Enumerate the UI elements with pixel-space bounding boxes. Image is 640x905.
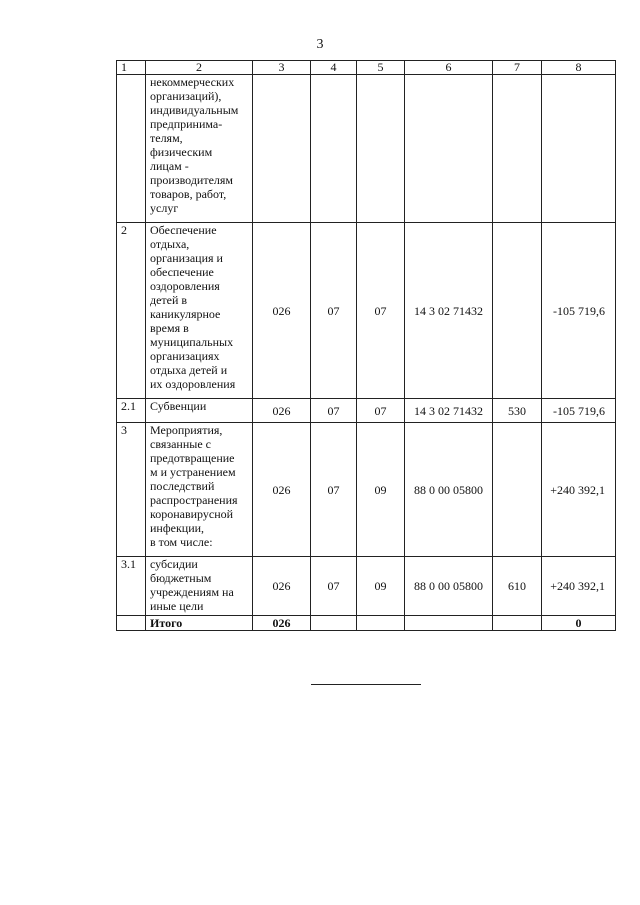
code-cell: 026 (253, 223, 311, 399)
section-cell: 07 (311, 223, 357, 399)
total-row (117, 616, 616, 631)
target-article-cell: 14 3 02 71432 (405, 399, 493, 423)
header-cell: 7 (493, 61, 542, 75)
section-cell (311, 616, 357, 631)
total-code-cell: 026 (253, 616, 311, 631)
section-cell: 07 (311, 399, 357, 423)
code-cell: 026 (253, 399, 311, 423)
total-amount-cell: 0 (542, 616, 616, 631)
expense-type-cell: 610 (493, 557, 542, 616)
row-number-cell: 3 (117, 423, 146, 557)
table-row (117, 399, 616, 423)
row-number-cell: 3.1 (117, 557, 146, 616)
table-header-row (117, 61, 616, 75)
table-row (117, 223, 616, 399)
page-number: 3 (316, 37, 324, 52)
header-cell: 8 (542, 61, 616, 75)
budget-table (116, 60, 616, 631)
code-cell (253, 75, 311, 223)
code-cell: 026 (253, 423, 311, 557)
target-article-cell: 88 0 00 05800 (405, 557, 493, 616)
expense-type-cell (493, 223, 542, 399)
target-article-cell (405, 616, 493, 631)
header-cell: 1 (117, 61, 146, 75)
row-name-cell: Обеспечение отдыха, организация и обеспечение оздоровления детей в каникулярное время в муниципальных организациях отдыха детей и их оздоровления (146, 223, 253, 399)
code-cell: 026 (253, 557, 311, 616)
subsection-cell: 07 (357, 399, 405, 423)
target-article-cell: 14 3 02 71432 (405, 223, 493, 399)
amount-cell: +240 392,1 (542, 423, 616, 557)
amount-cell: +240 392,1 (542, 557, 616, 616)
row-number-cell: 2 (117, 223, 146, 399)
section-cell: 07 (311, 557, 357, 616)
table-row (117, 75, 616, 223)
row-number-cell: 2.1 (117, 399, 146, 423)
row-number-cell (117, 616, 146, 631)
amount-cell: -105 719,6 (542, 223, 616, 399)
amount-cell (542, 75, 616, 223)
subsection-cell (357, 75, 405, 223)
table-row (117, 557, 616, 616)
row-name-cell: Субвенции (146, 399, 253, 423)
amount-cell: -105 719,6 (542, 399, 616, 423)
expense-type-cell (493, 616, 542, 631)
expense-type-cell (493, 75, 542, 223)
target-article-cell (405, 75, 493, 223)
subsection-cell: 09 (357, 423, 405, 557)
row-number-cell (117, 75, 146, 223)
expense-type-cell: 530 (493, 399, 542, 423)
section-cell (311, 75, 357, 223)
expense-type-cell (493, 423, 542, 557)
total-label: Итого (146, 616, 253, 631)
target-article-cell: 88 0 00 05800 (405, 423, 493, 557)
closing-line (311, 684, 421, 685)
subsection-cell (357, 616, 405, 631)
subsection-cell: 09 (357, 557, 405, 616)
subsection-cell: 07 (357, 223, 405, 399)
row-name-cell: субсидии бюджетным учреждениям на иные цели (146, 557, 253, 616)
row-name-cell: Мероприятия, связанные с предотвращение м и устранением последствий распространения коронавирусной инфекции, в том числе: (146, 423, 253, 557)
header-cell: 2 (146, 61, 253, 75)
table-row (117, 423, 616, 557)
section-cell: 07 (311, 423, 357, 557)
header-cell: 6 (405, 61, 493, 75)
row-name-cell: некоммерческих организаций), индивидуальным предпринима- телям, физическим лицам - производителям товаров, работ, услуг (146, 75, 253, 223)
header-cell: 4 (311, 61, 357, 75)
header-cell: 5 (357, 61, 405, 75)
header-cell: 3 (253, 61, 311, 75)
